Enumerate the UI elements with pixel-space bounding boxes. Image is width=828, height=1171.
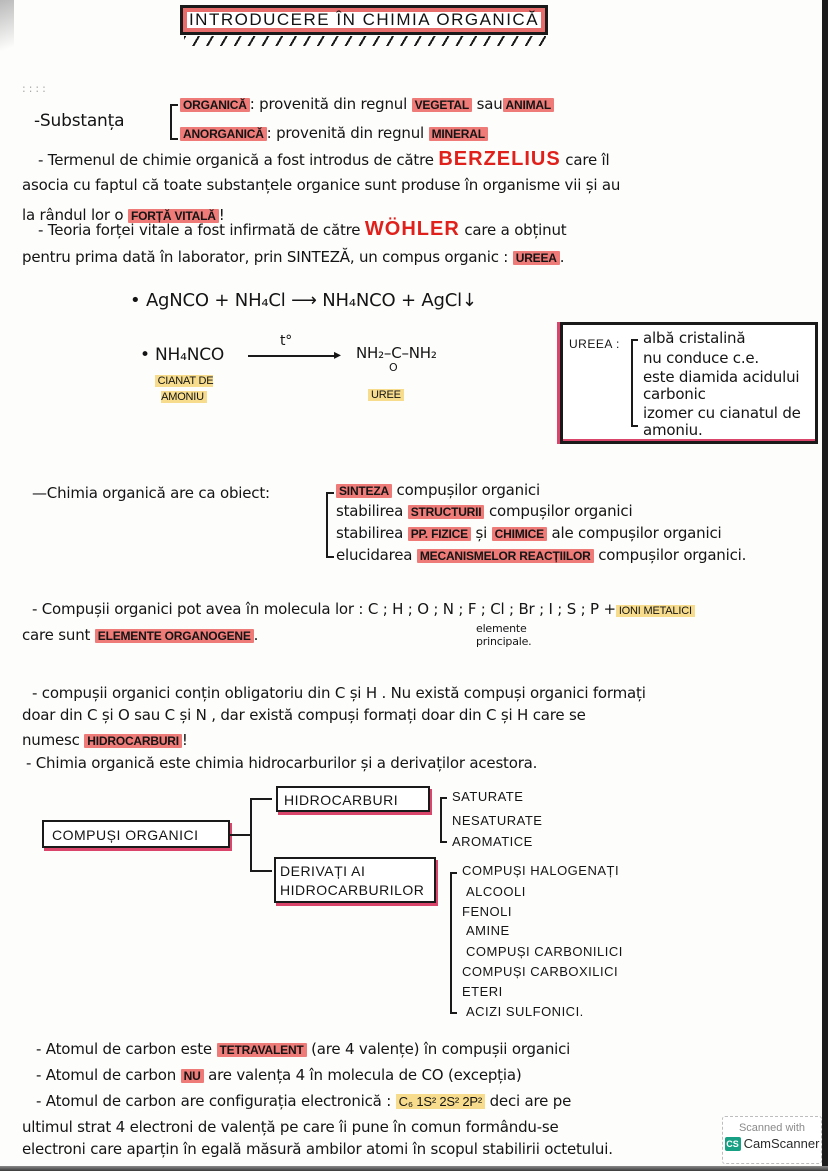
diagram-root-box — [42, 820, 230, 848]
derivati-type-6: COMPUȘI CARBOXILICI — [462, 964, 619, 979]
obiect-item-3 — [336, 524, 721, 543]
erased-smudge: :::: — [22, 82, 49, 95]
carbonyl-oxygen: O — [389, 361, 398, 374]
text: ! — [181, 731, 188, 749]
text: : provenită din regnul — [249, 95, 408, 113]
text: CIANAT DE AMONIU — [155, 375, 214, 403]
diagram-hidrocarburi-label: HIDROCARBURI — [284, 792, 399, 808]
ureea-bracket — [631, 339, 638, 427]
derivati-type-2: ALCOOLI — [466, 884, 526, 899]
page-title: INTRODUCERE ÎN CHIMIA ORGANICĂ — [188, 10, 540, 29]
hl-elemente-organogene: ELEMENTE ORGANOGENE — [95, 629, 254, 643]
carbon-line-1 — [36, 1040, 570, 1059]
wohler-line-1 — [38, 220, 566, 239]
text: numesc — [22, 731, 80, 749]
berzelius-line-1 — [38, 150, 610, 169]
obiect-item-2 — [336, 502, 632, 521]
obiect-bracket — [326, 492, 334, 558]
text: la rândul lor o — [22, 206, 124, 224]
camscanner-watermark — [722, 1116, 822, 1164]
text: care sunt — [22, 626, 91, 644]
text: - Atomul de carbon este — [36, 1040, 212, 1058]
reaction-2-product: NH₂–C–NH₂ — [356, 344, 437, 362]
ureea-prop-3: este diamida acidului carbonic — [643, 368, 800, 403]
hl-sinteza: SINTEZA — [336, 484, 392, 498]
hl-tetravalent: TETRAVALENT — [217, 1043, 307, 1057]
scan-border-right — [822, 0, 828, 1171]
text: - Atomul de carbon are configurația electronică : — [36, 1092, 392, 1110]
diagram-connector — [230, 834, 250, 836]
hl-mineral: MINERAL — [429, 127, 488, 141]
text: stabilirea — [336, 524, 404, 542]
scan-shadow — [0, 0, 14, 60]
term-anorganica: ANORGANICĂ — [180, 127, 267, 141]
ureea-prop-2: nu conduce c.e. — [643, 349, 759, 367]
watermark-brand — [723, 1136, 821, 1151]
obiect-label: —Chimia organică are ca obiect: — [32, 484, 270, 502]
name-wohler: WÖHLER — [364, 218, 460, 240]
hl-vegetal: VEGETAL — [412, 98, 472, 112]
diagram-arrow-top — [250, 798, 272, 800]
substanta-bracket — [170, 104, 178, 140]
hidrocarburi-type-1: SATURATE — [452, 789, 524, 804]
text: (are 4 valențe) în compușii organici — [311, 1040, 571, 1058]
label-cianat-de-amoniu — [150, 372, 218, 404]
text: . — [559, 248, 565, 266]
berzelius-line-2: asocia cu faptul că toate substanțele organice sunt produse în organisme vii și au — [22, 176, 621, 194]
text: : provenită din regnul — [266, 124, 424, 142]
derivati-bracket — [450, 872, 457, 1014]
derivati-type-1: COMPUȘI HALOGENAȚI — [462, 863, 620, 878]
hidrocarburi-type-3: AROMATICE — [452, 834, 533, 849]
text: ! — [218, 206, 225, 224]
text: și — [475, 524, 488, 542]
reaction-2-condition: t° — [280, 333, 293, 349]
hl-nu: NU — [181, 1069, 204, 1083]
text: stabilirea — [336, 502, 404, 520]
hl-ioni-metalici: IONI METALICI — [616, 605, 695, 617]
scan-border-bottom — [0, 1166, 828, 1171]
text: UREE — [368, 389, 404, 401]
camscanner-logo-icon: CS — [726, 1138, 739, 1149]
derivati-type-5: COMPUȘI CARBONILICI — [466, 944, 623, 959]
obiect-item-1 — [336, 481, 540, 500]
hidrocarburi-line-4: - Chimia organică este chimia hidrocarburilor și a derivaților acestora. — [26, 754, 538, 772]
hl-chimice: CHIMICE — [492, 527, 547, 541]
substanta-organica-line — [180, 95, 554, 114]
carbon-line-5: electroni care aparțin în egală măsură ambilor atomi în scopul stabilirii octetului. — [22, 1140, 613, 1158]
hl-animal: ANIMAL — [503, 98, 554, 112]
hl-structurii: STRUCTURII — [408, 505, 485, 519]
derivati-type-8: ACIZI SULFONICI. — [466, 1004, 584, 1019]
hidrocarburi-bracket — [440, 797, 447, 843]
substanta-anorganica-line — [180, 124, 488, 143]
diagram-root-label: COMPUȘI ORGANICI — [52, 827, 199, 843]
text: compușilor organici. — [598, 546, 747, 564]
derivati-type-7: ETERI — [462, 984, 503, 999]
obiect-item-4 — [336, 546, 746, 565]
hl-ureea: UREEA — [513, 251, 560, 265]
substanta-label: -Substanța — [34, 111, 125, 131]
element-list: C ; H ; O ; N ; F ; Cl ; Br ; I ; S ; P + — [367, 600, 616, 618]
text: - Termenul de chimie organică a fost introdus de către — [38, 151, 434, 169]
hidrocarburi-line-1: - compușii organici conțin obligatoriu din C și H . Nu există compuși organici formați — [32, 684, 646, 702]
text: compușilor organici — [489, 502, 633, 520]
text: pentru prima dată în laborator, prin SINTEZĂ, un compus organic : — [22, 248, 509, 266]
wohler-line-2 — [22, 248, 564, 267]
text: - Atomul de carbon — [36, 1066, 177, 1084]
reaction-arrow-head: ▸ — [334, 347, 341, 363]
derivati-type-4: AMINE — [466, 923, 510, 938]
elemente-line-1 — [32, 600, 695, 620]
label-uree — [368, 384, 404, 404]
hl-hidrocarburi: HIDROCARBURI — [84, 734, 182, 748]
diagram-derivati-label: DERIVAȚI AI HIDROCARBURILOR — [280, 863, 425, 898]
watermark-line-1: Scanned with — [738, 1122, 806, 1134]
reaction-2-reactant: • NH₄NCO — [140, 345, 225, 365]
ureea-prop-1: albă cristalină — [643, 329, 746, 347]
text: care îl — [565, 151, 610, 169]
text: - Compușii organici pot avea în molecula lor : — [32, 600, 364, 618]
hl-pp-fizice: PP. FIZICE — [408, 527, 471, 541]
term-organica: ORGANICĂ — [180, 98, 250, 112]
diagram-arrow-bottom — [250, 870, 272, 872]
elemente-principale-note: elemente principale. — [476, 622, 532, 648]
text: ale compușilor organici — [551, 524, 722, 542]
text: elucidarea — [336, 546, 413, 564]
elemente-line-2 — [22, 626, 258, 645]
reaction-1: • AgNCO + NH₄Cl ⟶ NH₄NCO + AgCl↓ — [130, 290, 477, 311]
hidrocarburi-line-2: doar din C și O sau C și N , dar există compuși formați doar din C și H care se — [22, 706, 586, 724]
text: compușilor organici — [396, 481, 540, 499]
diagram-hidrocarburi-box — [276, 786, 430, 812]
carbon-line-2 — [36, 1066, 521, 1085]
watermark-line-2: CamScanner — [743, 1136, 820, 1151]
text: sau — [476, 95, 503, 113]
reaction-arrow — [248, 355, 338, 357]
hl-mecanismelor: MECANISMELOR REACȚIILOR — [417, 549, 594, 563]
ureea-prop-4: izomer cu cianatul de amoniu. — [643, 404, 801, 439]
text: - Teoria forței vitale a fost infirmată de către — [38, 221, 361, 239]
text: deci are pe — [489, 1092, 572, 1110]
diagram-trunk — [250, 798, 252, 870]
page-title-box — [180, 5, 548, 35]
diagram-derivati-box — [274, 857, 436, 903]
text: . — [253, 626, 259, 644]
carbon-line-3 — [36, 1092, 571, 1111]
hidrocarburi-type-2: NESATURATE — [452, 813, 543, 828]
hl-configuratie: C₆ 1S² 2S² 2P² — [396, 1094, 485, 1109]
ureea-properties-box — [560, 322, 818, 444]
text: care a obținut — [464, 221, 567, 239]
ureea-box-label: UREEA : — [569, 337, 620, 351]
hidrocarburi-line-3 — [22, 731, 188, 750]
title-hatch-decoration — [184, 36, 546, 46]
name-berzelius: BERZELIUS — [438, 148, 561, 170]
hl-forta-vitala: FORȚĂ VITALĂ — [128, 209, 219, 223]
carbon-line-4: ultimul strat 4 electroni de valență pe care îi pune în comun formându-se — [22, 1118, 559, 1136]
derivati-type-3: FENOLI — [462, 904, 512, 919]
text: are valența 4 în molecula de CO (excepția) — [208, 1066, 522, 1084]
